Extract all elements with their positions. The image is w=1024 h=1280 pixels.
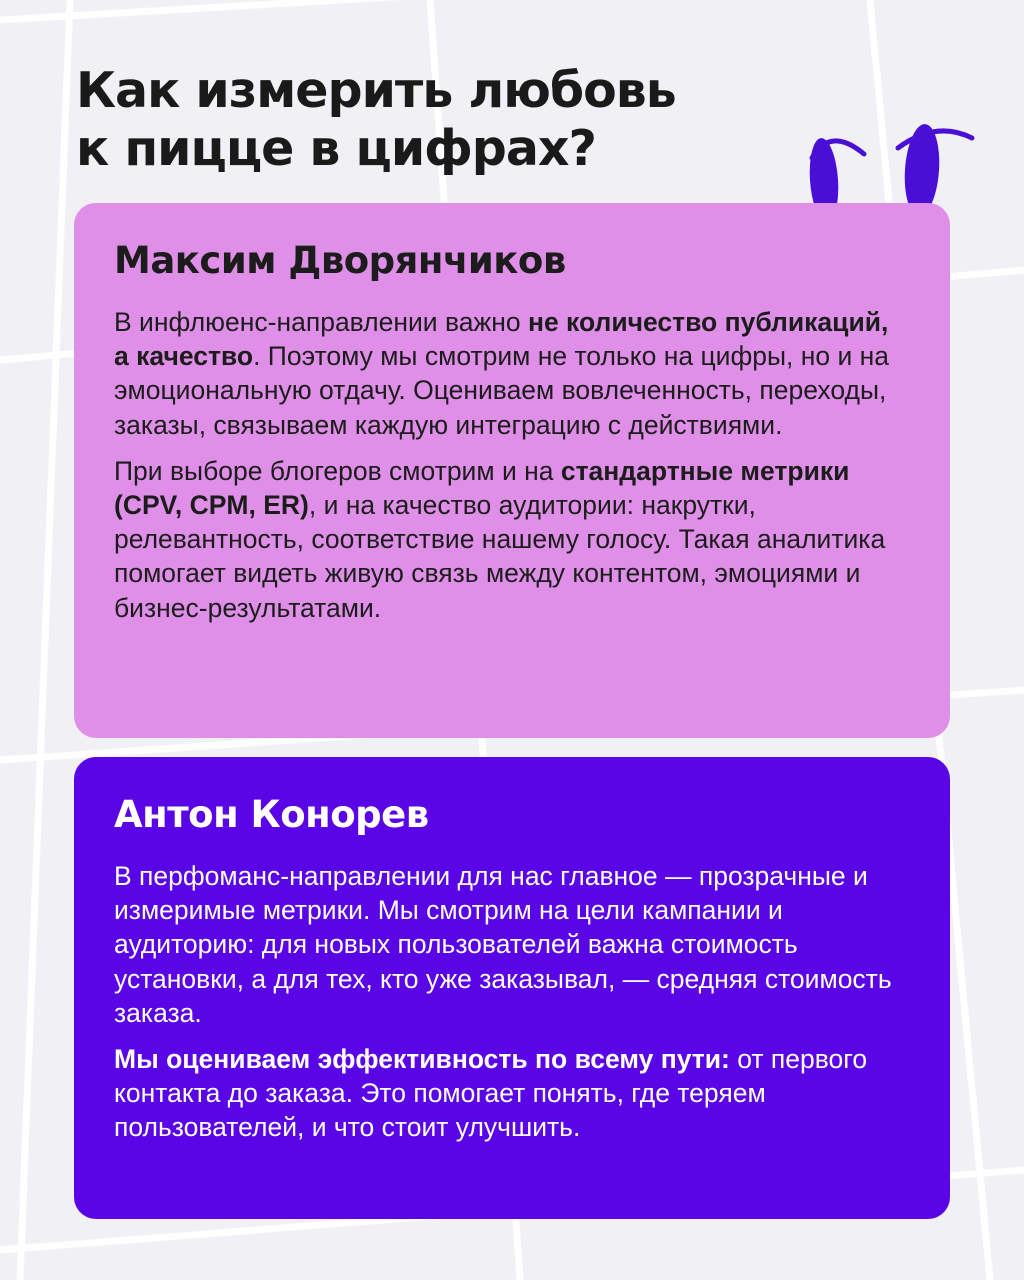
page-title-line-2: к пицце в цифрах? xyxy=(76,120,596,177)
expert-name: Антон Конорев xyxy=(114,793,429,836)
expert-card-maksim xyxy=(74,203,950,738)
paragraph-text: В инфлюенс-направлении важно xyxy=(114,307,528,337)
paragraph-highlight: Мы оцениваем эффективность по всему пути: xyxy=(114,1044,730,1075)
card-paragraph xyxy=(114,454,910,625)
expert-card-anton xyxy=(74,757,950,1219)
paragraph-text: , и на качество аудитории: накрутки, релевантность, соответствие нашему голосу. Такая аналитика помогает видеть живую связь между контентом, эмоциями и бизнес-результатами. xyxy=(114,490,886,623)
expert-name: Максим Дворянчиков xyxy=(114,239,566,282)
paragraph-text: В перфоманс-направлении для нас главное — прозрачные и измеримые метрики. Мы смотрим на цели кампании и аудиторию: для новых пользователей важна стоимость установки, а для тех, кто уже заказывал, — средняя стоимость заказа. xyxy=(114,861,892,1028)
card-paragraph xyxy=(114,1042,910,1145)
card-paragraph xyxy=(114,859,910,1030)
paragraph-highlight: стандартные метрики (CPV, CPM, ER) xyxy=(114,455,850,521)
paragraph-text: от первого контакта до заказа. Это помогает понять, где теряем пользователей, и что стоит улучшить. xyxy=(114,1044,868,1143)
paragraph-text: . Поэтому мы смотрим не только на цифры, но и на эмоциональную отдачу. Оцениваем вовлеченность, переходы, заказы, связываем каждую интеграцию с действиями. xyxy=(114,341,890,440)
page-title-line-1: Как измерить любовь xyxy=(76,62,676,119)
paragraph-text: При выборе блогеров смотрим и на xyxy=(114,455,561,486)
page-title xyxy=(76,62,836,178)
paragraph-highlight: не количество публикаций, а качество xyxy=(114,307,889,372)
card-paragraph xyxy=(114,305,910,442)
